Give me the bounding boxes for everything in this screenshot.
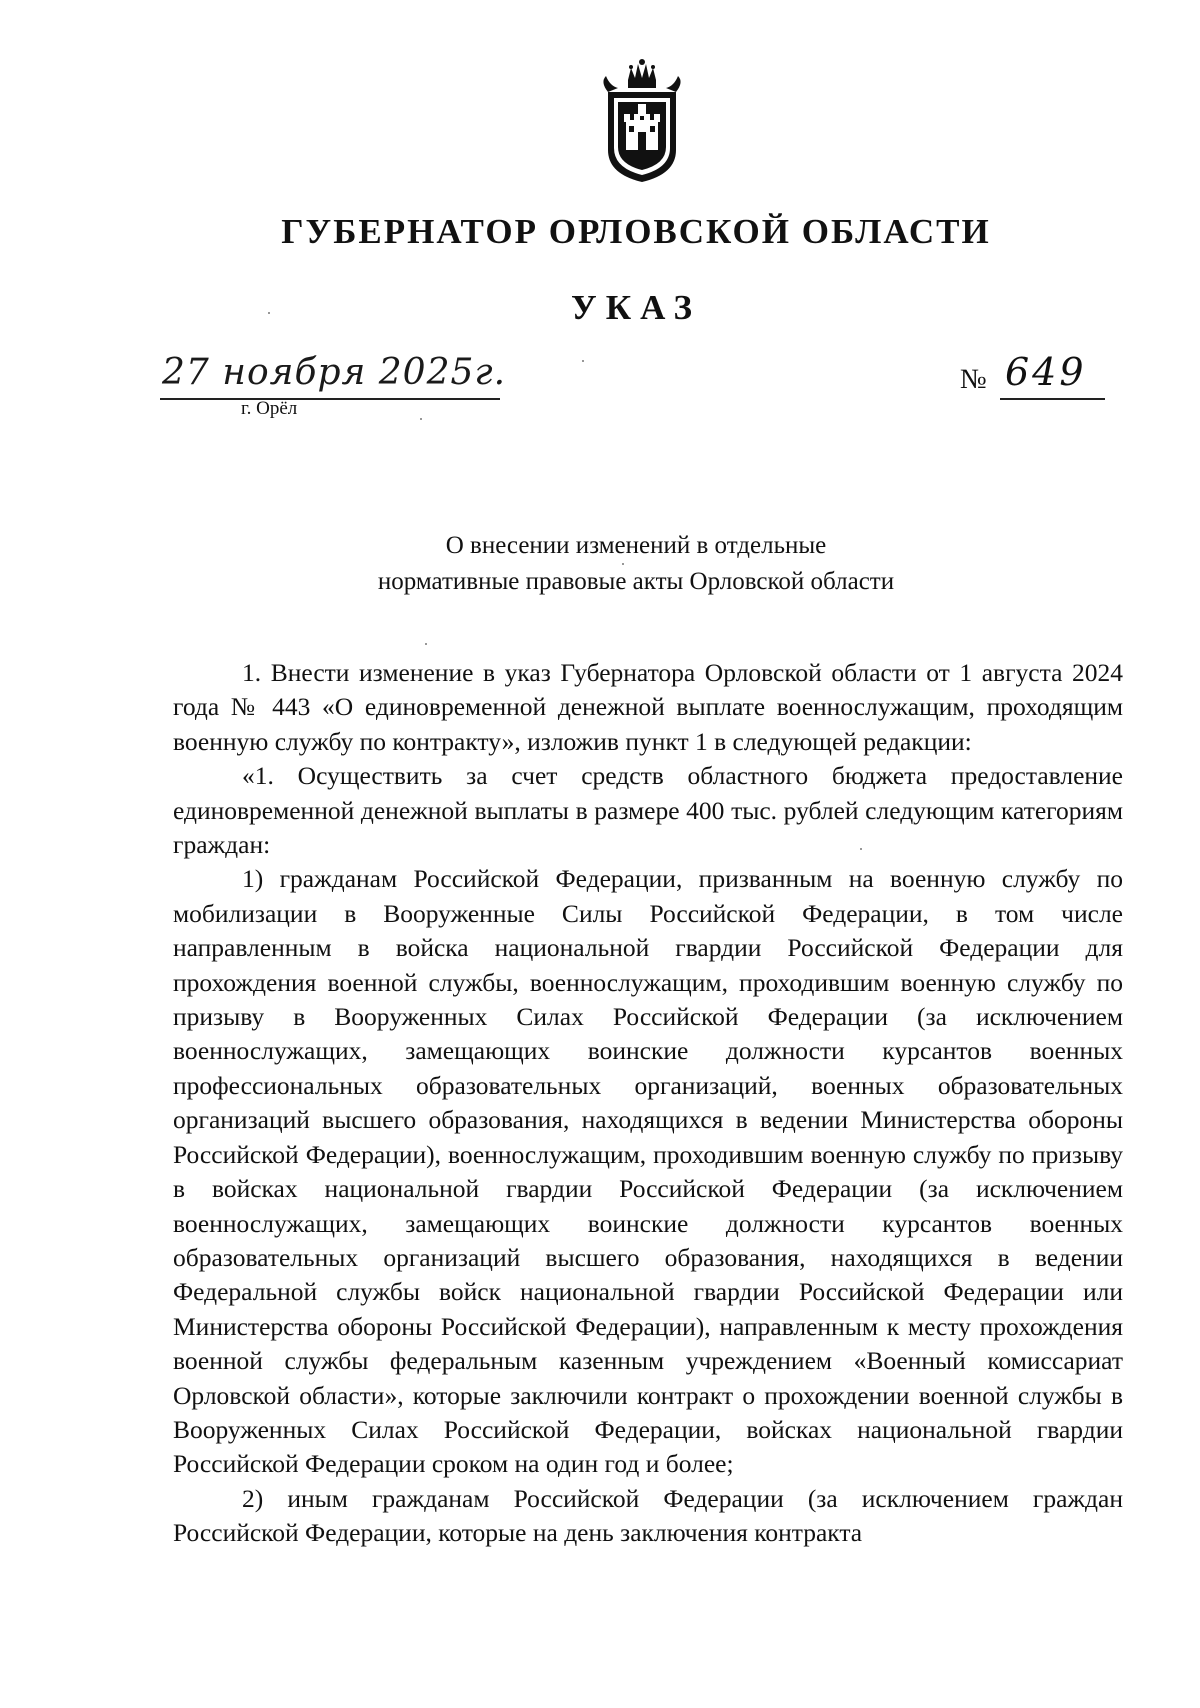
document-body: [173, 656, 1123, 1551]
issuing-authority: ГУБЕРНАТОР ОРЛОВСКОЙ ОБЛАСТИ: [281, 212, 991, 251]
subject-line-2: нормативные правовые акты Орловской области: [377, 568, 895, 595]
scan-speck: [582, 360, 584, 362]
scan-speck: [860, 848, 862, 850]
subject-line-1: О внесении изменений в отдельные: [445, 532, 827, 559]
document-subject: [36, 528, 1200, 600]
scan-speck: [268, 312, 270, 314]
handwritten-number: 649: [1005, 350, 1087, 394]
number-underline: [1000, 398, 1105, 400]
coat-of-arms-emblem: [598, 58, 686, 184]
paragraph-2: «1. Осуществить за счет средств областного бюджета предоставление единовременной денежной выплаты в размере 400 тыс. рублей следующим категориям граждан:: [173, 761, 1123, 860]
paragraph-1: 1. Внести изменение в указ Губернатора Орловской области от 1 августа 2024 года № 443 «О единовременной денежной выплате военнослужащим, проходящим военную службу по контракту», изложив пункт 1 в следующей редакции:: [173, 658, 1123, 756]
scan-speck: [622, 563, 624, 565]
city: г. Орёл: [241, 398, 298, 419]
scan-speck: [425, 643, 427, 645]
paragraph-4: 2) иным гражданам Российской Федерации (за исключением граждан Российской Федерации, которые на день заключения контракта: [173, 1483, 1123, 1548]
scan-speck: [420, 418, 422, 420]
number-sign: №: [960, 364, 987, 395]
date-underline: [160, 398, 500, 400]
handwritten-date: 27 ноября 2025г.: [162, 352, 507, 393]
paragraph-3: 1) гражданам Российской Федерации, призванным на военную службу по мобилизации в Вооруженные Силы Российской Федерации, в том числе направленным в войска национальной гвардии Российской Федерации для прохождения военной службы, военнослужащим, проходившим военную службу по призыву в Вооруженных Силах Российской Федерации (за исключением военнослужащих, замещающих воинские должности курсантов военных профессиональных образовательных организаций, военных образовательных организаций высшего образования, находящихся в ведении Министерства обороны Российской Федерации), военнослужащим, проходившим военную службу по призыву в войсках национальной гвардии Российской Федерации (за исключением военнослужащих, замещающих воинские должности курсантов военных образовательных организаций высшего образования, находящихся в ведении Федеральной службы войск национальной гвардии Российской Федерации или Министерства обороны Российской Федерации), направленным к месту прохождения военной службы федеральным казенным учреждением «Военный комиссариат Орловской области», которые заключили контракт о прохождении военной службы в Вооруженных Силах Российской Федерации, войсках национальной гвардии Российской Федерации сроком на один год и более;: [173, 864, 1123, 1479]
document-type: УКАЗ: [571, 288, 701, 327]
